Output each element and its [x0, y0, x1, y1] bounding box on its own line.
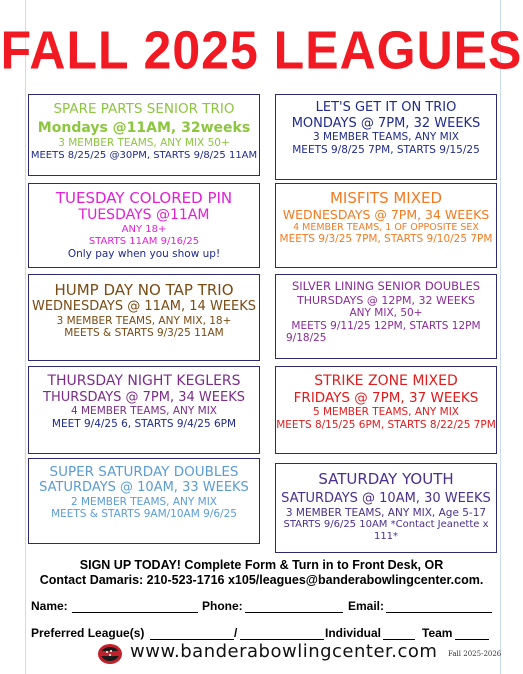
league-meets: MEETS 9/11/25 12PM, STARTS 12PM [291, 319, 481, 332]
league-extra: Only pay when you show up! [67, 247, 221, 260]
website-link[interactable]: www.banderabowlingcenter.com [130, 641, 438, 662]
name-label: Name: [31, 599, 68, 613]
league-card-tuesday-colored-pin [28, 183, 260, 268]
signup-line-2: Contact Damaris: 210-523-1716 x105/leagues@banderabowlingcenter.com. [39, 573, 484, 587]
team-field[interactable] [455, 639, 489, 640]
league-teams: ANY MIX, 50+ [349, 306, 423, 319]
league-name: STRIKE ZONE MIXED [314, 373, 458, 389]
email-label: Email: [348, 599, 385, 613]
name-field[interactable] [72, 612, 198, 613]
preferred-league-field-2[interactable] [240, 639, 324, 640]
league-card-strike-zone [275, 366, 497, 454]
league-name: HUMP DAY NO TAP TRIO [54, 281, 234, 299]
league-schedule: MONDAYS @ 7PM, 32 WEEKS [291, 115, 481, 131]
league-name: TUESDAY COLORED PIN [55, 189, 233, 207]
league-schedule: THURSDAYS @ 12PM, 32 WEEKS [297, 293, 475, 307]
preferred-league-field-1[interactable] [150, 639, 234, 640]
league-schedule: TUESDAYS @11AM [78, 207, 210, 223]
league-name: SATURDAY YOUTH [318, 470, 454, 488]
league-name: SUPER SATURDAY DOUBLES [49, 464, 239, 480]
email-field[interactable] [386, 612, 492, 613]
league-meets: STARTS 11AM 9/16/25 [88, 235, 200, 247]
league-schedule: SATURDAYS @ 10AM, 30 WEEKS [281, 491, 491, 506]
league-name: MISFITS MIXED [329, 189, 443, 207]
league-meets: MEETS 8/15/25 6PM, STARTS 8/22/25 7PM [276, 418, 496, 431]
league-card-saturday-youth [275, 463, 497, 553]
league-card-lets-get-it-on [275, 94, 497, 180]
league-meets: MEETS 8/25/25 @30PM, STARTS 9/8/25 11AM [30, 149, 258, 161]
league-meets: MEETS 9/8/25 7PM, STARTS 9/15/25 [292, 143, 480, 156]
league-name: THURSDAY NIGHT KEGLERS [47, 373, 241, 389]
league-schedule: WEDNESDAYS @ 7PM, 34 WEEKS [282, 207, 490, 222]
league-card-misfits-mixed [275, 183, 497, 268]
individual-label: Individual [325, 626, 382, 640]
league-name: LET'S GET IT ON TRIO [315, 100, 457, 115]
league-teams: 3 MEMBER TEAMS, ANY MIX, 18+ [56, 314, 232, 327]
phone-field[interactable] [245, 612, 343, 613]
league-card-thursday-night [28, 366, 260, 454]
preferred-league-label: Preferred League(s) [31, 626, 145, 640]
league-teams: 5 MEMBER TEAMS, ANY MIX [312, 405, 459, 418]
league-schedule: SATURDAYS @ 10AM, 33 WEEKS [39, 480, 249, 496]
signup-line-1: SIGN UP TODAY! Complete Form & Turn in to Front Desk, OR [79, 558, 444, 572]
league-schedule: FRIDAYS @ 7PM, 37 WEEKS [293, 389, 479, 406]
preferred-league-separator: / [234, 626, 238, 640]
league-schedule: Mondays @11AM, 32weeks [37, 120, 251, 137]
league-teams: 2 MEMBER TEAMS, ANY MIX [70, 495, 217, 508]
league-teams: 4 MEMBER TEAMS, ANY MIX [70, 405, 217, 418]
league-meets: MEETS & STARTS 9/3/25 11AM [64, 327, 224, 340]
league-meets: MEETS & STARTS 9AM/10AM 9/6/25 [51, 508, 237, 521]
league-teams: 3 MEMBER TEAMS, ANY MIX 50+ [58, 136, 230, 149]
league-card-spare-parts [28, 94, 260, 176]
league-extra: 9/18/25 [286, 332, 327, 345]
league-meets: STARTS 9/6/25 10AM *Contact Jeanette x [283, 519, 489, 531]
page-title: FALL 2025 LEAGUES [0, 19, 523, 81]
league-card-silver-lining [275, 274, 497, 359]
league-name: SPARE PARTS SENIOR TRIO [53, 101, 235, 117]
league-schedule: THURSDAYS @ 7PM, 34 WEEKS [43, 389, 245, 405]
league-card-super-saturday [28, 458, 260, 544]
phone-label: Phone: [202, 599, 243, 613]
league-card-hump-day [28, 274, 260, 361]
league-meets: MEET 9/4/25 6, STARTS 9/4/25 6PM [51, 417, 237, 430]
league-teams: 3 MEMBER TEAMS, ANY MIX [312, 131, 459, 144]
league-teams: 4 MEMBER TEAMS, 1 OF OPPOSITE SEX [293, 222, 479, 233]
league-teams: ANY 18+ [121, 223, 167, 235]
footnote: Fall 2025-2026 [448, 650, 502, 658]
bowling-center-logo-icon [97, 641, 123, 665]
team-label: Team [422, 626, 453, 640]
league-name: SILVER LINING SENIOR DOUBLES [291, 279, 481, 293]
league-extra: 111* [373, 531, 399, 543]
league-schedule: WEDNESDAYS @ 11AM, 14 WEEKS [31, 299, 257, 314]
league-meets: MEETS 9/3/25 7PM, STARTS 9/10/25 7PM [279, 233, 493, 246]
league-teams: 3 MEMBER TEAMS, ANY MIX, Age 5-17 [285, 506, 487, 519]
individual-field[interactable] [383, 639, 415, 640]
